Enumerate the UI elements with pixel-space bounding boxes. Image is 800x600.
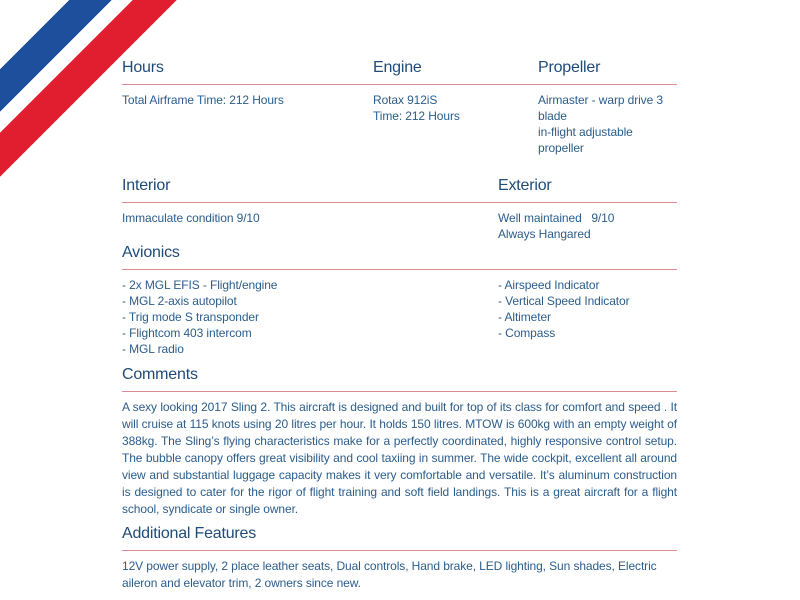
top-values-row — [122, 92, 677, 156]
avionics-list-item: - 2x MGL EFIS - Flight/engine — [122, 278, 278, 292]
top-headings-row — [122, 57, 677, 78]
interior-exterior-values-row — [122, 210, 677, 242]
propeller-values — [538, 92, 677, 156]
avionics-list-item: - MGL radio — [122, 342, 184, 356]
comments-paragraph: A sexy looking 2017 Sling 2. This aircraft is designed and built for top of its class for comfort and speed . It will cruise at 115 knots using 20 litres per hour. It holds 150 litres. MTOW is 600kg with an empty weight of 388kg. The Sling’s flying characteristics make for a perfectly coordinated, highly responsive control setup. The bubble canopy offers great visibility and cool taxiing in summer. The wide cockpit, excellent all around view and substantial luggage capacity makes it very comfortable and versatile. It’s aluminum construction is designed to cater for the rigor of flight training and soft field landings. This is a great aircraft for a flight school, syndicate or single owner. — [122, 400, 677, 516]
spec-sheet-content — [122, 57, 677, 592]
avionics-list-item: - Trig mode S transponder — [122, 310, 259, 324]
propeller-section-title: Propeller — [538, 59, 601, 76]
exterior-line: Well maintained 9/10 — [498, 211, 615, 225]
exterior-values — [498, 210, 677, 242]
additional-features-section-title: Additional Features — [122, 525, 257, 542]
interior-values — [122, 210, 498, 242]
instruments-list-item: - Airspeed Indicator — [498, 278, 600, 292]
propeller-line: in-flight adjustable propeller — [538, 125, 636, 155]
avionics-heading-row — [122, 242, 677, 263]
hours-values — [122, 92, 373, 156]
hours-line: Total Airframe Time: 212 Hours — [122, 93, 284, 107]
additional-features-rule — [122, 550, 677, 551]
engine-line: Rotax 912iS — [373, 93, 438, 107]
avionics-list — [122, 277, 498, 357]
instruments-list-item: - Compass — [498, 326, 556, 340]
avionics-section-title: Avionics — [122, 244, 180, 261]
propeller-line: Airmaster - warp drive 3 blade — [538, 93, 667, 123]
instruments-list — [498, 277, 677, 357]
comments-rule — [122, 391, 677, 392]
avionics-list-item: - MGL 2-axis autopilot — [122, 294, 237, 308]
exterior-section-title: Exterior — [498, 177, 552, 194]
hours-section-title: Hours — [122, 59, 164, 76]
avionics-rule — [122, 269, 677, 270]
top-section-rule — [122, 84, 677, 85]
additional-features-paragraph: 12V power supply, 2 place leather seats, Dual controls, Hand brake, LED lighting, Sun shades, Electric aileron and elevator trim, 2 owners since new. — [122, 559, 657, 590]
engine-line: Time: 212 Hours — [373, 109, 460, 123]
interior-exterior-rule — [122, 202, 677, 203]
instruments-list-item: - Vertical Speed Indicator — [498, 294, 630, 308]
engine-values — [373, 92, 538, 156]
interior-exterior-headings-row — [122, 175, 677, 196]
interior-line: Immaculate condition 9/10 — [122, 211, 260, 225]
avionics-values-row — [122, 277, 677, 357]
exterior-line: Always Hangared — [498, 227, 591, 241]
engine-section-title: Engine — [373, 59, 422, 76]
avionics-heading-spacer — [498, 242, 677, 263]
instruments-list-item: - Altimeter — [498, 310, 551, 324]
interior-section-title: Interior — [122, 177, 171, 194]
avionics-list-item: - Flightcom 403 intercom — [122, 326, 252, 340]
comments-section-title: Comments — [122, 366, 198, 383]
